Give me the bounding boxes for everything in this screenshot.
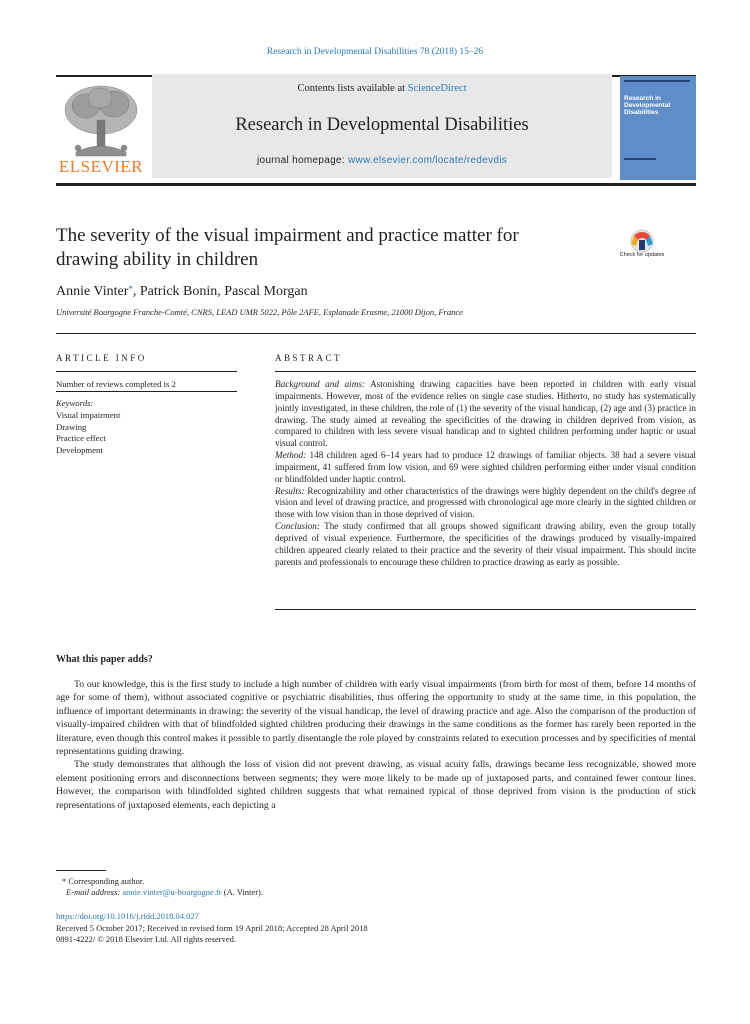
corresponding-footnote: * Corresponding author. (62, 876, 145, 886)
affiliation-divider (56, 333, 696, 334)
check-for-updates-label: Check for updates (619, 252, 665, 258)
abstract-rule-bottom (275, 609, 696, 610)
body-text (56, 678, 696, 812)
keywords-block (56, 398, 120, 457)
results-text: Recognizability and other characteristics of the drawings were highly dependent on the child's degree of vision and level of drawing practice, and progressed with chronological age more clearly in the sighted children or those with low vision than in those deprived of vision. (275, 485, 696, 520)
abstract-body (275, 379, 696, 569)
email-label: E-mail address: (66, 887, 121, 898)
publication-history: Received 5 October 2017; Received in revised form 19 April 2018; Accepted 28 April 2018 (56, 922, 368, 933)
article-title-line1: The severity of the visual impairment and practice matter for (56, 225, 519, 246)
abstract-rule (275, 371, 696, 372)
keyword-item: Drawing (56, 421, 87, 432)
article-info-rule (56, 371, 237, 372)
homepage-link[interactable]: www.elsevier.com/locate/redevdis (347, 155, 508, 166)
method-text: 148 children aged 6–14 years had to produce 12 drawings of familiar objects. 38 had a severe visual impairment, 41 suffered from low vision, and 69 were sighted children performing either under visual condition or blindfolded under haptic control. (275, 450, 696, 484)
author-list: Annie Vinter*, Patrick Bonin, Pascal Morgan (56, 284, 308, 299)
cover-title: Research in Developmental Disabilities (624, 95, 671, 116)
abstract-background (275, 379, 696, 450)
results-label: Results: (275, 485, 305, 496)
body-paragraph: The study demonstrates that although the loss of vision did not prevent drawing, as visual acuity falls, drawings became less recognizable, showed more element positioning errors and disconnections between segments; they were more likely to be made up of juxtaposed parts, and contained fewer contour lines. However, the comparison with blindfolded sighted children suggests that what remained typical of those deprived from vision is the production of stick representations of juxtaposed elements, each depicting a (56, 759, 696, 811)
corresponding-mark[interactable]: * (128, 284, 133, 294)
copyright-line: 0891-4222/ © 2018 Elsevier Ltd. All rights reserved. (56, 934, 236, 944)
footnote-rule (56, 870, 106, 871)
method-label: Method: (275, 450, 307, 461)
corresponding-text: Corresponding author. (68, 876, 145, 886)
author-name[interactable]: Patrick Bonin (139, 284, 218, 299)
keyword-item: Visual impairment (56, 409, 121, 420)
journal-cover-thumbnail[interactable] (620, 76, 696, 180)
cover-bar-top (624, 80, 690, 82)
keyword-item: Practice effect (56, 433, 106, 444)
sciencedirect-link[interactable]: ScienceDirect (407, 83, 467, 94)
journal-homepage-line (152, 155, 612, 166)
background-label: Background and aims: (275, 379, 365, 389)
email-footnote (56, 887, 263, 898)
background-text: Astonishing drawing capacities have been reported in children with early visual impairments. However, most of the evidence relies on single case studies. Hitherto, no study has systematically jointly investigated, in these children, the role of (1) the severity of the visual handicap, (2) age and (3) practice in drawing. The study aimed at revealing the specificities of the drawing in children deprived from vision, as compared to children with less severe visual handicap and to sighted children performing under haptic or usual visual control. (275, 379, 696, 449)
conclusion-text: The study confirmed that all groups showed significant drawing ability, even the group totally deprived of visual experience. Furthermore, the specificities of the drawings produced by visually-impaired children appeared clearly related to their practice and the severity of their visual impairment. This should incite parents and professionals to encourage these children to practice drawing as early as possible. (275, 521, 696, 567)
abstract-results (275, 486, 696, 522)
article-title (56, 224, 576, 272)
check-for-updates-icon[interactable] (622, 228, 662, 266)
abstract-conclusion (275, 521, 696, 568)
conclusion-label: Conclusion: (275, 521, 320, 532)
section-heading-adds: What this paper adds? (56, 654, 153, 665)
article-title-line2: drawing ability in children (56, 249, 259, 270)
doi-link[interactable]: https://doi.org/10.1016/j.ridd.2018.04.027 (56, 911, 199, 921)
homepage-prefix: journal homepage: (256, 155, 348, 166)
keyword-item: Development (56, 445, 103, 456)
abstract-method (275, 450, 696, 486)
publication-info (56, 911, 368, 946)
email-suffix: (A. Vinter). (223, 887, 263, 898)
article-info-rule-2 (56, 391, 237, 392)
abstract-heading: ABSTRACT (275, 353, 343, 363)
author-name[interactable]: Pascal Morgan (224, 284, 308, 299)
email-link[interactable]: annie.vinter@u-bourgogne.fr (122, 887, 222, 898)
contents-line (152, 83, 612, 94)
reviews-count: Number of reviews completed is 2 (56, 379, 176, 389)
footnote (56, 876, 263, 899)
contents-prefix: Contents lists available at (297, 83, 408, 94)
article-info-heading: ARTICLE INFO (56, 353, 147, 363)
author-affiliation: Université Bourgogne Franche-Comté, CNRS, LEAD UMR 5022, Pôle 2AFE, Esplanade Erasme, 21000 Dijon, France (56, 307, 463, 317)
journal-citation[interactable]: Research in Developmental Disabilities 78 (2018) 15–26 (266, 47, 484, 57)
elsevier-wordmark: ELSEVIER (58, 157, 144, 176)
author-name[interactable]: Annie Vinter (56, 284, 129, 299)
keywords-label: Keywords: (56, 398, 94, 408)
body-paragraph: To our knowledge, this is the first study to include a high number of children with early visual impairments (from birth for most of them, before 14 months of age for some of them), without associated cognitive or psychiatric disabilities, thus offering the opportunity to study at the same time, in this population, the influence of important determinants in drawing: the severity of the visual handicap, the level of drawing practice and age. Also the comparison of the production of visually-impaired children with that of blindfolded sighted children producing their drawings in the same conditions as the former has rarely been reported in the literature, even though this control makes it possible to partly disentangle the role played by constraints related to execution processes and by specificities of mental representations guiding drawing. (56, 679, 696, 758)
header-rule-bottom (56, 183, 696, 186)
cover-bar-bottom (624, 158, 656, 160)
journal-name: Research in Developmental Disabilities (235, 115, 529, 135)
